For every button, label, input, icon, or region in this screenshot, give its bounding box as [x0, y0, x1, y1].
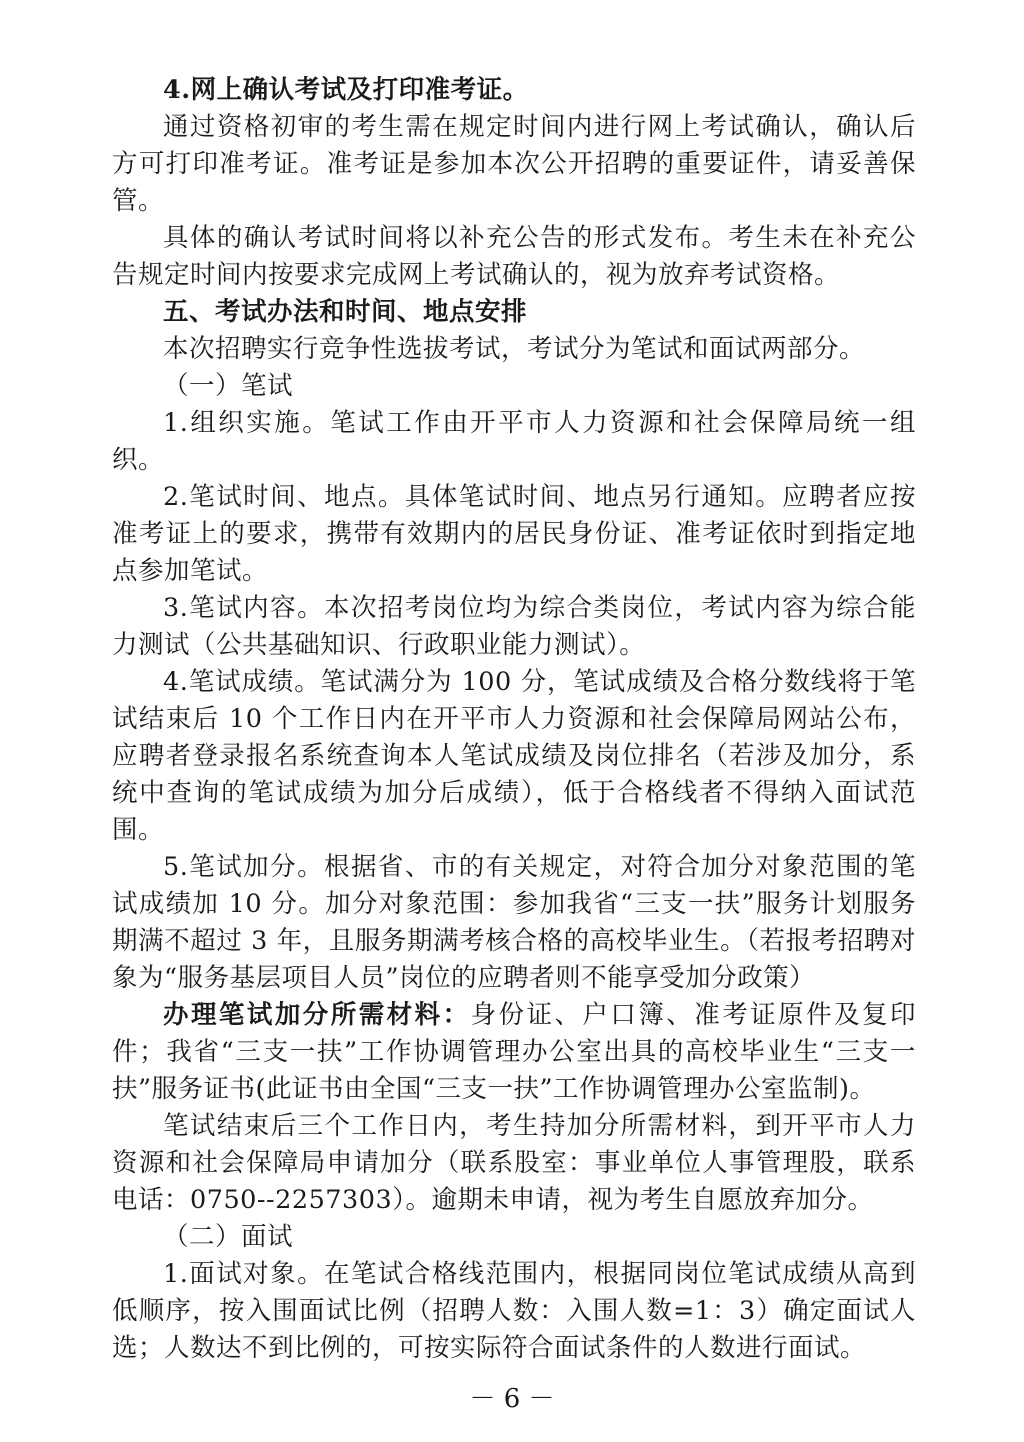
paragraph: 3.笔试内容。本次招考岗位均为综合类岗位，考试内容为综合能力测试（公共基础知识、行政职业能力测试）。 — [112, 593, 916, 660]
paragraph: 具体的确认考试时间将以补充公告的形式发布。考生未在补充公告规定时间内按要求完成网上考试确认的，视为放弃考试资格。 — [112, 223, 916, 290]
paragraph: 4.笔试成绩。笔试满分为 100 分，笔试成绩及合格分数线将于笔试结束后 10 个工作日内在开平市人力资源和社会保障局网站公布，应聘者登录报名系统查询本人笔试成绩及岗位排名（若涉及加分，系统中查询的笔试成绩为加分后成绩），低于合格线者不得纳入面试范围。 — [112, 667, 916, 845]
section-heading-online-confirm: 4.网上确认考试及打印准考证。 — [163, 75, 529, 105]
section-heading-exam-method: 五、考试办法和时间、地点安排 — [163, 297, 528, 327]
page-number: － 6 － — [469, 1384, 555, 1414]
paragraph: 通过资格初审的考生需在规定时间内进行网上考试确认，确认后方可打印准考证。准考证是参加本次公开招聘的重要证件，请妥善保管。 — [112, 112, 916, 216]
paragraph: 笔试结束后三个工作日内，考生持加分所需材料，到开平市人力资源和社会保障局申请加分（联系股室：事业单位人事管理股，联系电话：0750--2257303）。逾期未申请，视为考生自愿放弃加分。 — [112, 1111, 916, 1215]
subsection-heading-written-exam: （一）笔试 — [163, 371, 294, 401]
paragraph: 1.组织实施。笔试工作由开平市人力资源和社会保障局统一组织。 — [112, 408, 916, 475]
materials-lead: 办理笔试加分所需材料： — [163, 1000, 471, 1030]
paragraph: 2.笔试时间、地点。具体笔试时间、地点另行通知。应聘者应按准考证上的要求，携带有效期内的居民身份证、准考证依时到指定地点参加笔试。 — [112, 482, 916, 586]
paragraph-materials — [112, 997, 916, 1108]
paragraph: 1.面试对象。在笔试合格线范围内，根据同岗位笔试成绩从高到低顺序，按入围面试比例（招聘人数：入围人数=1：3）确定面试人选；人数达不到比例的，可按实际符合面试条件的人数进行面试。 — [112, 1259, 916, 1363]
paragraph: 本次招聘实行竞争性选拔考试，考试分为笔试和面试两部分。 — [163, 334, 866, 364]
materials-text: 身份证、户口簿、准考证原件及复印件；我省“三支一扶”工作协调管理办公室出具的高校毕业生“三支一扶”服务证书(此证书由全国“三支一扶”工作协调管理办公室监制)。 — [112, 1000, 916, 1104]
subsection-heading-interview: （二）面试 — [163, 1222, 294, 1252]
paragraph: 5.笔试加分。根据省、市的有关规定，对符合加分对象范围的笔试成绩加 10 分。加分对象范围：参加我省“三支一扶”服务计划服务期满不超过 3 年，且服务期满考核合格的高校毕业生。（若报考招聘对象为“服务基层项目人员”岗位的应聘者则不能享受加分政策） — [112, 852, 916, 993]
